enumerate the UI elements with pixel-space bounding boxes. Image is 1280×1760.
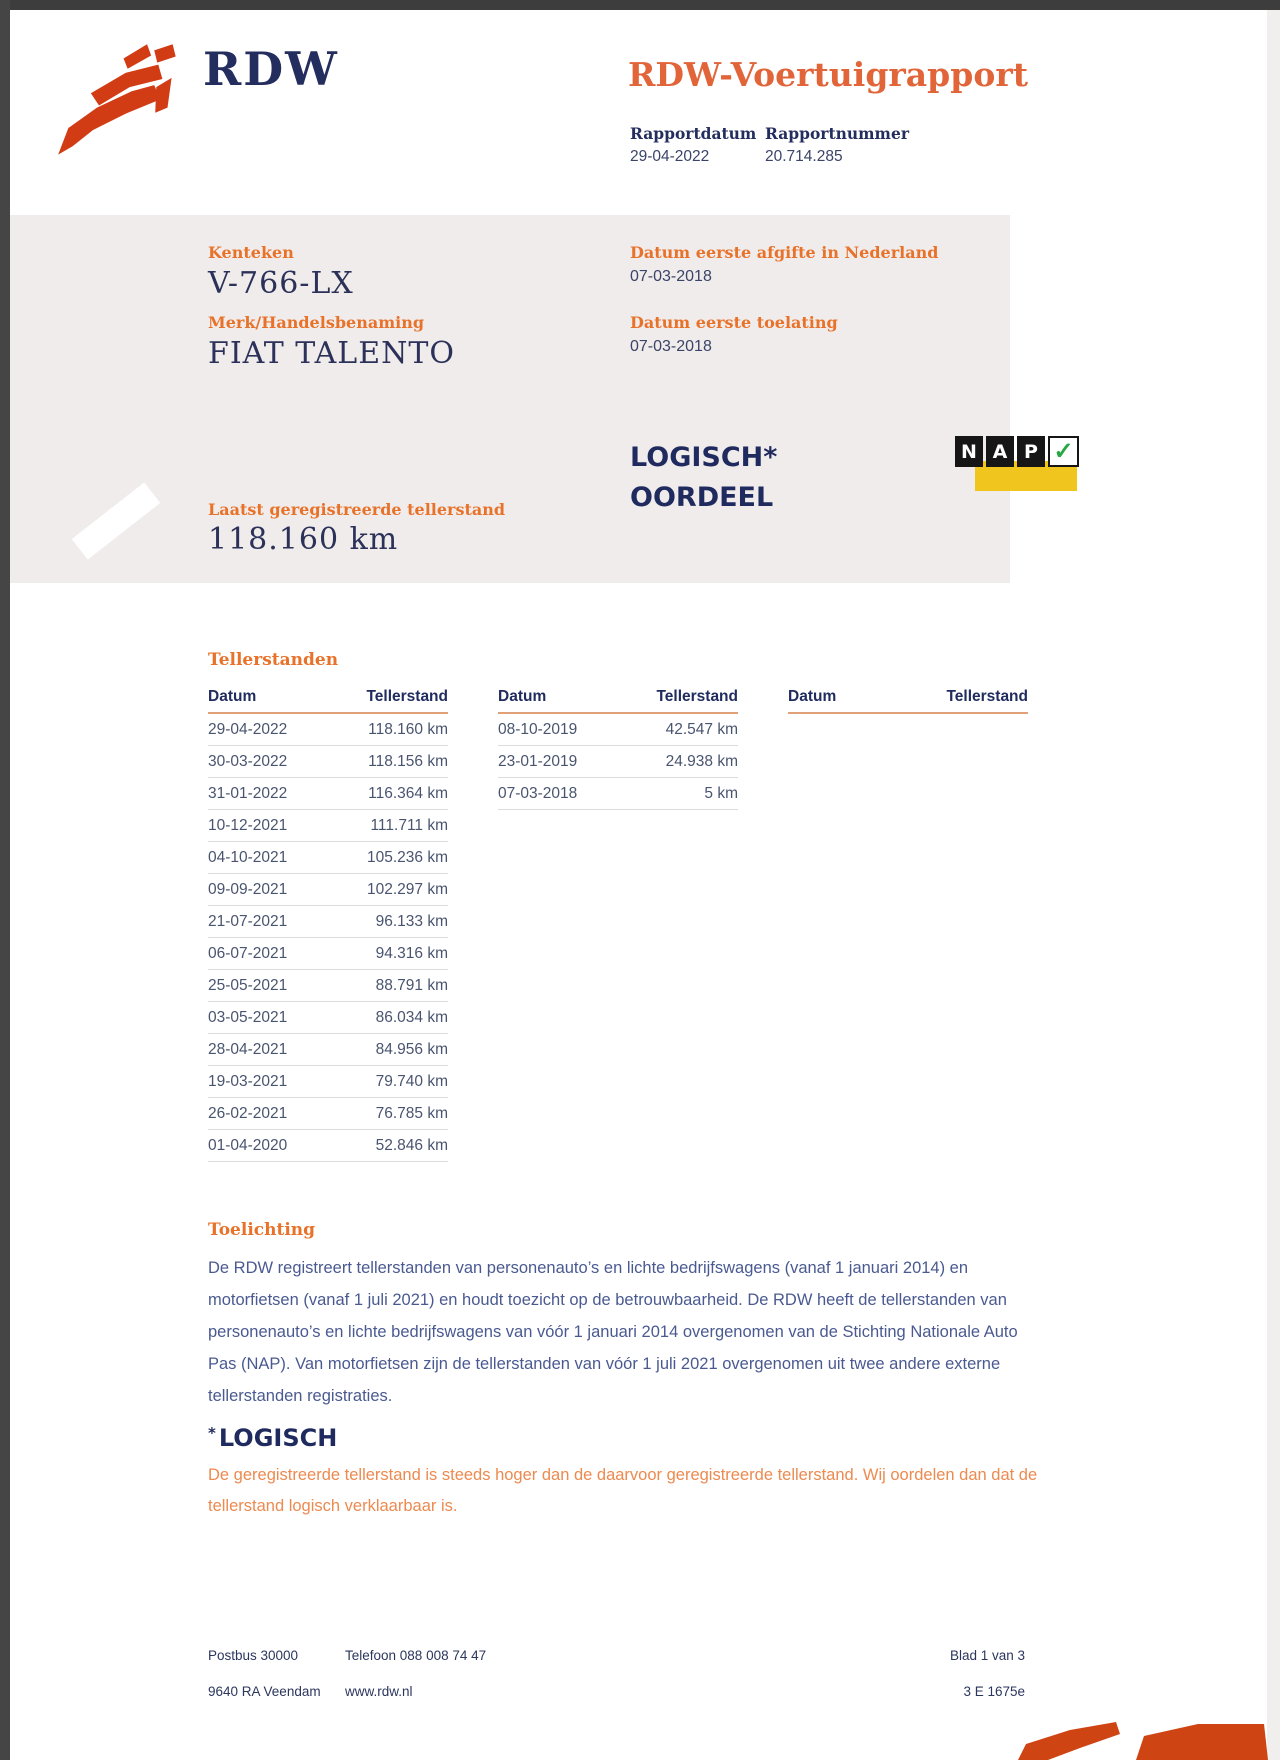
row-tellerstand: 42.547 km: [665, 720, 738, 738]
table-rows: [498, 714, 738, 810]
row-tellerstand: 96.133 km: [375, 912, 448, 930]
report-title: RDW-Voertuigrapport: [628, 55, 1028, 94]
row-tellerstand: 24.938 km: [665, 752, 738, 770]
tellerstand-label: Laatst geregistreerde tellerstand: [208, 500, 506, 519]
nap-logo: [955, 436, 1080, 496]
nap-letter: P: [1017, 436, 1045, 467]
table-row: [208, 1130, 448, 1162]
rapportnummer-value: 20.714.285: [765, 148, 843, 165]
row-datum: 03-05-2021: [208, 1008, 288, 1026]
table-row: [208, 714, 448, 746]
table-group-2: [498, 688, 738, 810]
afgifte-label: Datum eerste afgifte in Nederland: [630, 243, 939, 262]
table-row: [208, 842, 448, 874]
logisch-asterisk: *: [208, 1424, 216, 1442]
oordeel-text: [630, 438, 777, 518]
column-header-datum: Datum: [788, 688, 837, 705]
row-tellerstand: 79.740 km: [375, 1072, 448, 1090]
row-tellerstand: 118.160 km: [368, 720, 448, 738]
footer-doc-code: 3 E 1675e: [963, 1684, 1025, 1699]
table-row: [208, 938, 448, 970]
logisch-paragraph: De geregistreerde tellerstand is steeds hoger dan de daarvoor geregistreerde tellerstand. Wij oordelen dan dat de tellerstand logisch verklaarbaar is.: [208, 1466, 1038, 1515]
row-datum: 30-03-2022: [208, 752, 288, 770]
toelating-label: Datum eerste toelating: [630, 313, 838, 332]
row-datum: 29-04-2022: [208, 720, 288, 738]
section-title-toelichting: Toelichting: [208, 1220, 316, 1240]
row-tellerstand: 5 km: [704, 784, 738, 802]
tellerstand-value: 118.160 km: [208, 522, 399, 557]
row-tellerstand: 52.846 km: [375, 1136, 448, 1154]
table-row: [208, 810, 448, 842]
row-tellerstand: 84.956 km: [375, 1040, 448, 1058]
rapportdatum-label: Rapportdatum: [630, 124, 757, 143]
row-datum: 25-05-2021: [208, 976, 288, 994]
row-datum: 10-12-2021: [208, 816, 288, 834]
row-datum: 04-10-2021: [208, 848, 288, 866]
row-tellerstand: 118.156 km: [368, 752, 448, 770]
table-row: [498, 746, 738, 778]
nap-letter: A: [986, 436, 1014, 467]
table-row: [208, 1098, 448, 1130]
table-row: [208, 1066, 448, 1098]
footer-page-indicator: Blad 1 van 3: [949, 1648, 1025, 1663]
row-tellerstand: 111.711 km: [370, 816, 448, 834]
row-datum: 31-01-2022: [208, 784, 288, 802]
oordeel-line1: LOGISCH*: [630, 442, 778, 473]
footer-website: www.rdw.nl: [345, 1684, 413, 1699]
toelating-value: 07-03-2018: [630, 338, 712, 355]
kenteken-value: V-766-LX: [208, 266, 354, 301]
row-tellerstand: 88.791 km: [375, 976, 448, 994]
merk-label: Merk/Handelsbenaming: [208, 313, 425, 332]
row-tellerstand: 94.316 km: [375, 944, 448, 962]
table-row: [498, 714, 738, 746]
row-tellerstand: 102.297 km: [367, 880, 448, 898]
table-group-1: [208, 688, 448, 1162]
kenteken-label: Kenteken: [208, 243, 294, 262]
row-datum: 19-03-2021: [208, 1072, 288, 1090]
column-header-datum: Datum: [498, 688, 547, 705]
viewer-frame-left: [0, 0, 10, 1760]
table-row: [208, 874, 448, 906]
table-group-3: [788, 688, 1028, 714]
toelichting-paragraph: De RDW registreert tellerstanden van personenauto’s en lichte bedrijfswagens (vanaf 1 januari 2014) en motorfietsen (vanaf 1 juli 2021) en houdt toezicht op de betrouwbaarheid. De RDW heeft de tellerstanden van personenauto’s en lichte bedrijfswagens van vóór 1 januari 2014 overgenomen van de Stichting Nationale Auto Pas (NAP). Van motorfietsen zijn de tellerstanden van vóór 1 juli 2021 overgenomen uit twee andere externe tellerstanden registraties.: [208, 1259, 1018, 1405]
afgifte-value: 07-03-2018: [630, 268, 712, 285]
footer-address-line2: 9640 RA Veendam: [208, 1684, 321, 1699]
viewer-frame-top: [0, 0, 1280, 10]
rdw-wordmark: RDW: [203, 42, 339, 96]
row-tellerstand: 86.034 km: [375, 1008, 448, 1026]
rdw-logo-icon: [52, 40, 190, 168]
rdw-logo-bottom-icon: [1018, 1722, 1268, 1760]
row-datum: 21-07-2021: [208, 912, 288, 930]
row-tellerstand: 76.785 km: [375, 1104, 448, 1122]
row-datum: 23-01-2019: [498, 752, 578, 770]
row-datum: 28-04-2021: [208, 1040, 288, 1058]
table-row: [208, 906, 448, 938]
column-header-tellerstand: Tellerstand: [946, 688, 1028, 705]
nap-letter: N: [955, 436, 983, 467]
footer-address-line1: Postbus 30000: [208, 1648, 299, 1663]
row-datum: 09-09-2021: [208, 880, 288, 898]
table-row: [208, 746, 448, 778]
rapportnummer-label: Rapportnummer: [765, 124, 909, 143]
section-title-tellerstanden: Tellerstanden: [208, 650, 339, 670]
oordeel-line2: OORDEEL: [630, 482, 774, 513]
nap-check-icon: ✓: [1048, 436, 1079, 467]
logisch-title: LOGISCH: [218, 1424, 338, 1452]
row-datum: 01-04-2020: [208, 1136, 288, 1154]
row-datum: 08-10-2019: [498, 720, 578, 738]
table-row: [498, 778, 738, 810]
row-datum: 26-02-2021: [208, 1104, 288, 1122]
vehicle-panel: [10, 215, 1010, 583]
logisch-heading: [208, 1424, 337, 1452]
column-header-tellerstand: Tellerstand: [656, 688, 738, 705]
table-rows: [208, 714, 448, 1162]
row-datum: 06-07-2021: [208, 944, 288, 962]
viewer-frame-right: [1267, 10, 1280, 1760]
row-tellerstand: 116.364 km: [368, 784, 448, 802]
rapportdatum-value: 29-04-2022: [630, 148, 710, 165]
row-tellerstand: 105.236 km: [367, 848, 448, 866]
table-row: [208, 778, 448, 810]
column-header-datum: Datum: [208, 688, 257, 705]
table-row: [208, 1034, 448, 1066]
row-datum: 07-03-2018: [498, 784, 578, 802]
merk-value: FIAT TALENTO: [208, 336, 455, 371]
table-row: [208, 1002, 448, 1034]
column-header-tellerstand: Tellerstand: [366, 688, 448, 705]
footer-phone: Telefoon 088 008 74 47: [345, 1648, 487, 1663]
table-row: [208, 970, 448, 1002]
